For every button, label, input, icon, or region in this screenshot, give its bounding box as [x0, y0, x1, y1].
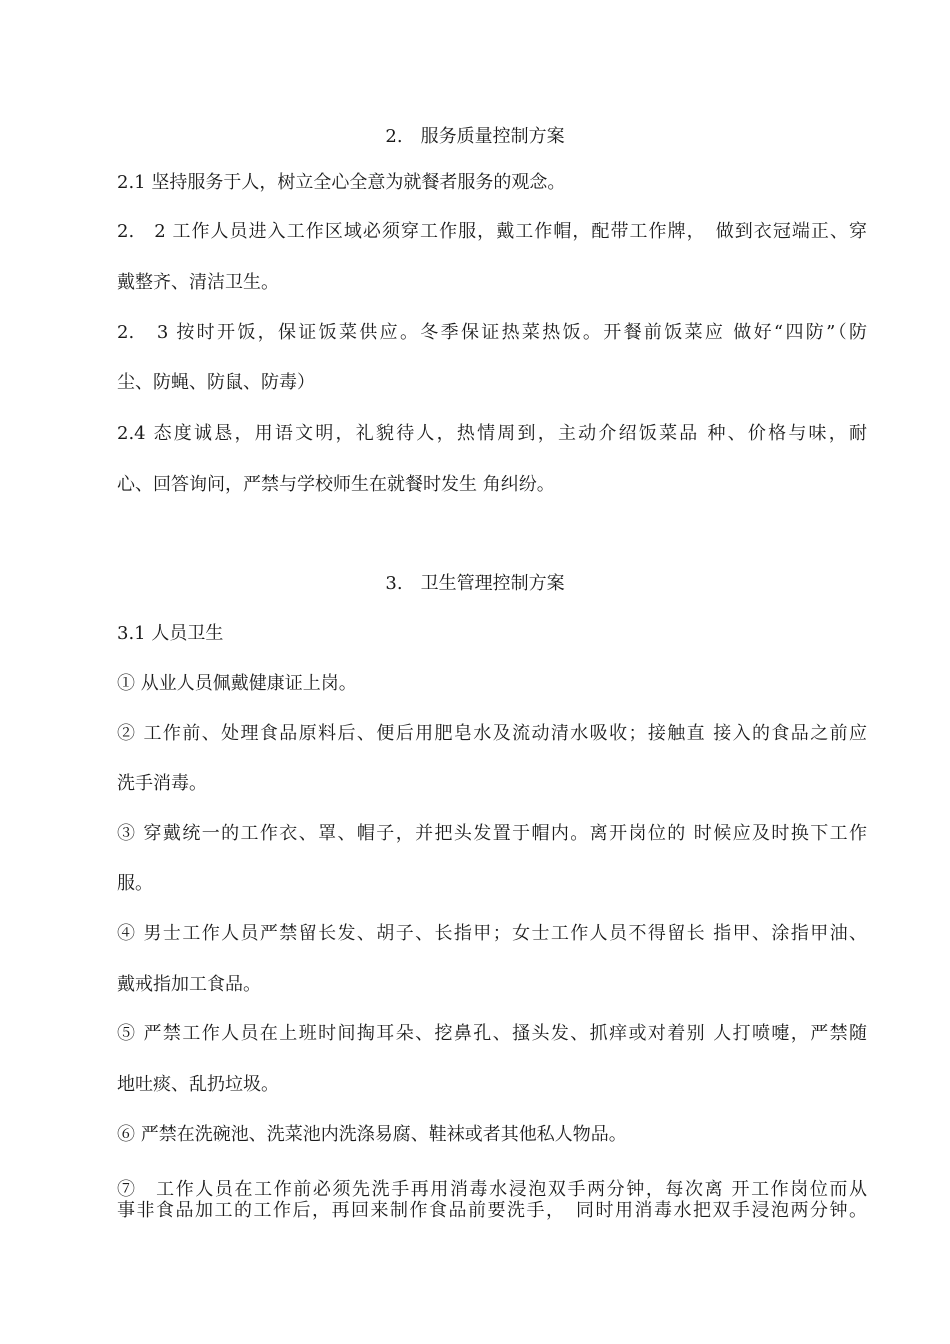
- subsection-3-1-title: 3.1 人员卫生: [117, 623, 224, 644]
- list-item-2-line-2: 洗手消毒。: [117, 773, 207, 794]
- section-2-heading: 2. 服务质量控制方案: [385, 126, 565, 147]
- list-item-3-line-2: 服。: [117, 873, 153, 894]
- list-item-7-line-2: 事非食品加工的工作后，再回来制作食品前要洗手， 同时用消毒水把双手浸泡两分钟。: [117, 1200, 867, 1221]
- list-item-4-line-1: ④ 男士工作人员严禁留长发、胡子、长指甲；女士工作人员不得留长 指甲、涂指甲油、: [117, 923, 867, 944]
- paragraph-2-2-line-1: 2. 2 工作人员进入工作区域必须穿工作服，戴工作帽，配带工作牌， 做到衣冠端正、穿: [117, 221, 867, 242]
- list-item-6: ⑥ 严禁在洗碗池、洗菜池内洗涤易腐、鞋袜或者其他私人物品。: [117, 1124, 627, 1145]
- paragraph-2-2-line-2: 戴整齐、清洁卫生。: [117, 272, 279, 293]
- list-item-5-line-1: ⑤ 严禁工作人员在上班时间掏耳朵、挖鼻孔、搔头发、抓痒或对着别 人打喷嚏，严禁随: [117, 1023, 867, 1044]
- section-3-heading: 3. 卫生管理控制方案: [385, 573, 565, 594]
- paragraph-2-4-line-1: 2.4 态度诚恳，用语文明，礼貌待人，热情周到，主动介绍饭菜品 种、价格与味，耐: [117, 423, 867, 444]
- paragraph-2-1: 2.1 坚持服务于人，树立全心全意为就餐者服务的观念。: [117, 172, 566, 193]
- list-item-5-line-2: 地吐痰、乱扔垃圾。: [117, 1074, 279, 1095]
- list-item-2-line-1: ② 工作前、处理食品原料后、便后用肥皂水及流动清水吸收；接触直 接入的食品之前应: [117, 723, 867, 744]
- list-item-7-line-1: ⑦ 工作人员在工作前必须先洗手再用消毒水浸泡双手两分钟，每次离 开工作岗位而从: [117, 1179, 867, 1200]
- list-item-1: ① 从业人员佩戴健康证上岗。: [117, 673, 357, 694]
- paragraph-2-3-line-1: 2. 3 按时开饭，保证饭菜供应。冬季保证热菜热饭。开餐前饭菜应 做好“四防”（防: [117, 322, 867, 343]
- paragraph-2-3-line-2: 尘、防蝇、防鼠、防毒）: [117, 372, 315, 393]
- list-item-4-line-2: 戴戒指加工食品。: [117, 974, 261, 995]
- paragraph-2-4-line-2: 心、回答询问，严禁与学校师生在就餐时发生 角纠纷。: [117, 474, 555, 495]
- list-item-3-line-1: ③ 穿戴统一的工作衣、罩、帽子，并把头发置于帽内。离开岗位的 时候应及时换下工作: [117, 823, 867, 844]
